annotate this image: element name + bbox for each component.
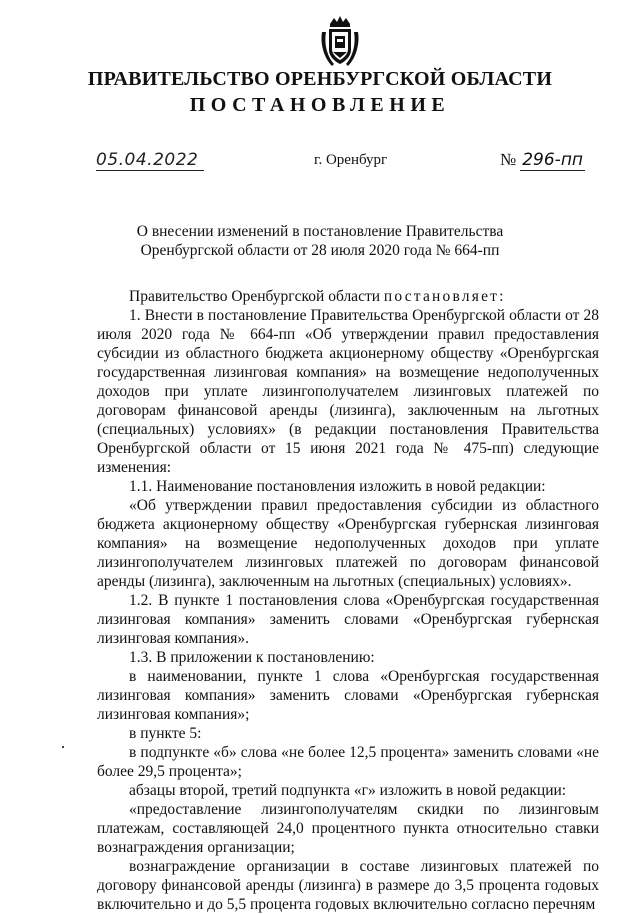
paragraph-1: 1. Внести в постановление Правительства Оренбургской области от 28 июля 2020 года № 664-пп «Об утверждении правил предоставления субсидии из областного бюджета акционерному обществу «Оренбургская государственная лизинговая компания» на возмещение недополученных доходов при уплате лизингополучателем лизинговых платежей по договорам финансовой аренды (лизинга), заключенным на льготных (специальных) условиях» (в редакции постановления Правительства Оренбургской области от 15 июня 2021 года № 475-пп) следующие изменения: (97, 307, 599, 476)
subject-line-2: Оренбургской области от 28 июля 2020 года № 664-пп (140, 242, 500, 259)
paragraph-discount: «предоставление лизингополучателям скидки по лизинговым платежам, составляющей 24,0 процентного пункта относительно ставки вознаграждения организации; (97, 801, 599, 856)
scan-speck (62, 746, 64, 748)
paragraph-1-1: 1.1. Наименование постановления изложить в новой редакции: (129, 478, 546, 495)
document-date: 05.04.2022 (96, 150, 204, 171)
intro-paragraph (97, 287, 599, 306)
document-body (97, 287, 599, 914)
paragraph-subitem-g: абзацы второй, третий подпункта «г» изложить в новой редакции: (129, 782, 567, 799)
paragraph-title-change: в наименовании, пункте 1 слова «Оренбургская государственная лизинговая компания» заменить словами «Оренбургская губернская лизинговая компания»; (97, 668, 599, 723)
intro-resolves: постановляет: (383, 288, 506, 305)
coat-of-arms-icon (318, 14, 362, 70)
paragraph-item-5: в пункте 5: (129, 725, 202, 742)
paragraph-fee: вознаграждение организации в составе лизинговых платежей по договору финансовой аренды (лизинга) в размере до 3,5 процента годовых включительно и до 5,5 процента годовых включительно согласно перечням (97, 858, 599, 913)
intro-start: Правительство Оренбургской области (129, 288, 381, 305)
subject-line-1: О внесении изменений в постановление Правительства (136, 223, 504, 240)
paragraph-subitem-b: в подпункте «б» слова «не более 12,5 процента» заменить словами «не более 29,5 процента»; (97, 744, 599, 780)
document-city: г. Оренбург (314, 152, 388, 168)
document-subject (0, 222, 640, 260)
paragraph-1-1-text: «Об утверждении правил предоставления субсидии из областного бюджета акционерному обществу «Оренбургская губернская лизинговая компания» на возмещение недополученных доходов при уплате лизингополучателем лизинговых платежей по договорам финансовой аренды (лизинга), заключенным на льготных (специальных) условиях». (97, 497, 599, 590)
number-prefix: № (500, 150, 517, 169)
document-number (500, 150, 585, 170)
paragraph-1-2: 1.2. В пункте 1 постановления слова «Оренбургская государственная лизинговая компания» заменить словами «Оренбургская губернская лизинговая компания». (97, 592, 599, 647)
document-type: ПОСТАНОВЛЕНИЕ (189, 94, 451, 116)
org-title: ПРАВИТЕЛЬСТВО ОРЕНБУРГСКОЙ ОБЛАСТИ (87, 68, 553, 90)
paragraph-1-3: 1.3. В приложении к постановлению: (129, 649, 375, 666)
number-value: 296-пп (522, 150, 584, 170)
